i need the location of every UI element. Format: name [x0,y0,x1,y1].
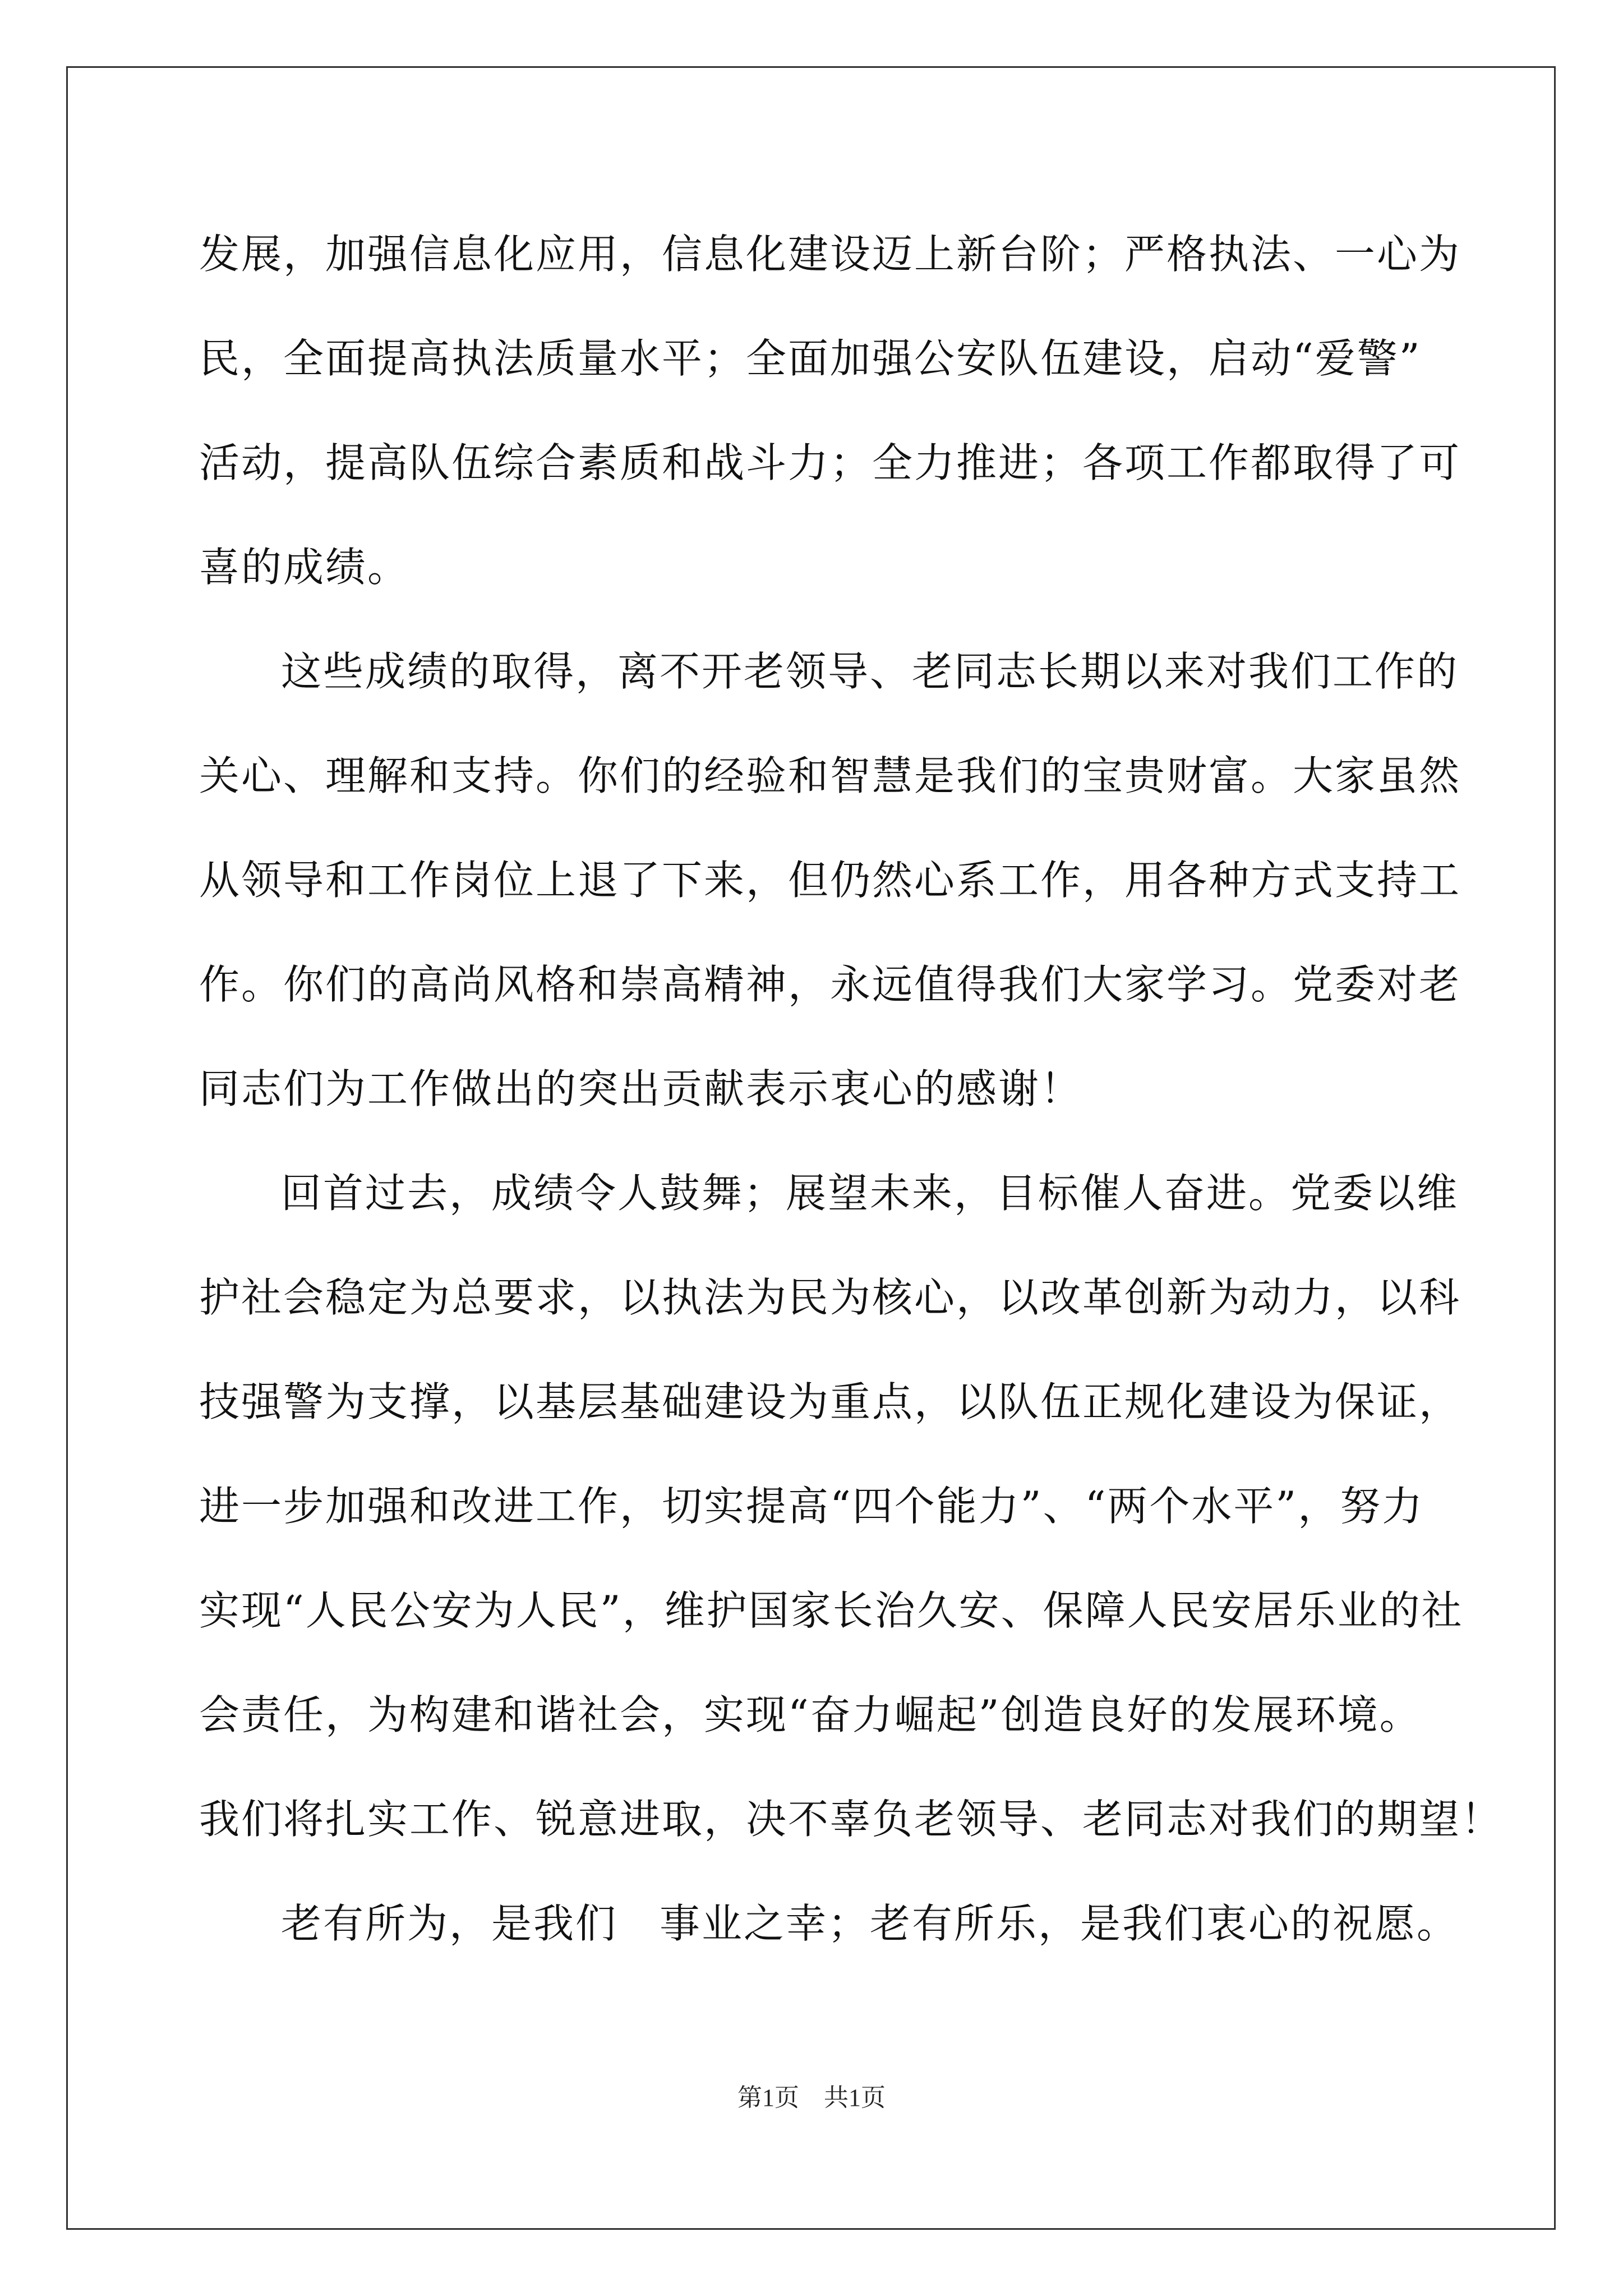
text-line: 作。你们的高尚风格和崇高精神，永远值得我们大家学习。党委对老 [199,961,1461,1008]
text-line: 实现“人民公安为人民”，维护国家长治久安、保障人民安居乐业的社 [199,1587,1464,1634]
text-line: 我们将扎实工作、锐意进取，决不辜负老领导、老同志对我们的期望！ [199,1796,1504,1843]
text-line: 进一步加强和改进工作，切实提高“四个能力”、“两个水平”，努力 [199,1483,1424,1530]
paragraph-start-line: 这些成绩的取得，离不开老领导、老同志长期以来对我们工作的 [281,648,1459,695]
text-line: 喜的成绩。 [199,544,410,591]
paragraph-start-line: 回首过去，成绩令人鼓舞；展望未来，目标催人奋进。党委以维 [281,1170,1459,1217]
paragraph-start-line: 老有所为，是我们 事业之幸；老有所乐，是我们衷心的祝愿。 [281,1900,1459,1947]
text-line: 会责任，为构建和谐社会，实现“奋力崛起”创造良好的发展环境。 [199,1691,1422,1738]
page-number-footer: 第1页 共1页 [737,2084,886,2111]
text-line: 从领导和工作岗位上退了下来，但仍然心系工作，用各种方式支持工 [199,857,1461,904]
text-line: 同志们为工作做出的突出贡献表示衷心的感谢！ [199,1065,1083,1112]
document-body [199,202,1504,1976]
text-line: 发展，加强信息化应用，信息化建设迈上新台阶；严格执法、一心为 [199,231,1461,278]
text-line: 护社会稳定为总要求，以执法为民为核心，以改革创新为动力，以科 [199,1274,1461,1321]
text-line: 活动，提高队伍综合素质和战斗力；全力推进；各项工作都取得了可 [199,439,1461,486]
text-line: 民，全面提高执法质量水平；全面加强公安队伍建设，启动“爱警” [199,335,1422,382]
text-line: 技强警为支撑，以基层基础建设为重点，以队伍正规化建设为保证， [199,1378,1461,1425]
text-line: 关心、理解和支持。你们的经验和智慧是我们的宝贵财富。大家虽然 [199,752,1461,799]
